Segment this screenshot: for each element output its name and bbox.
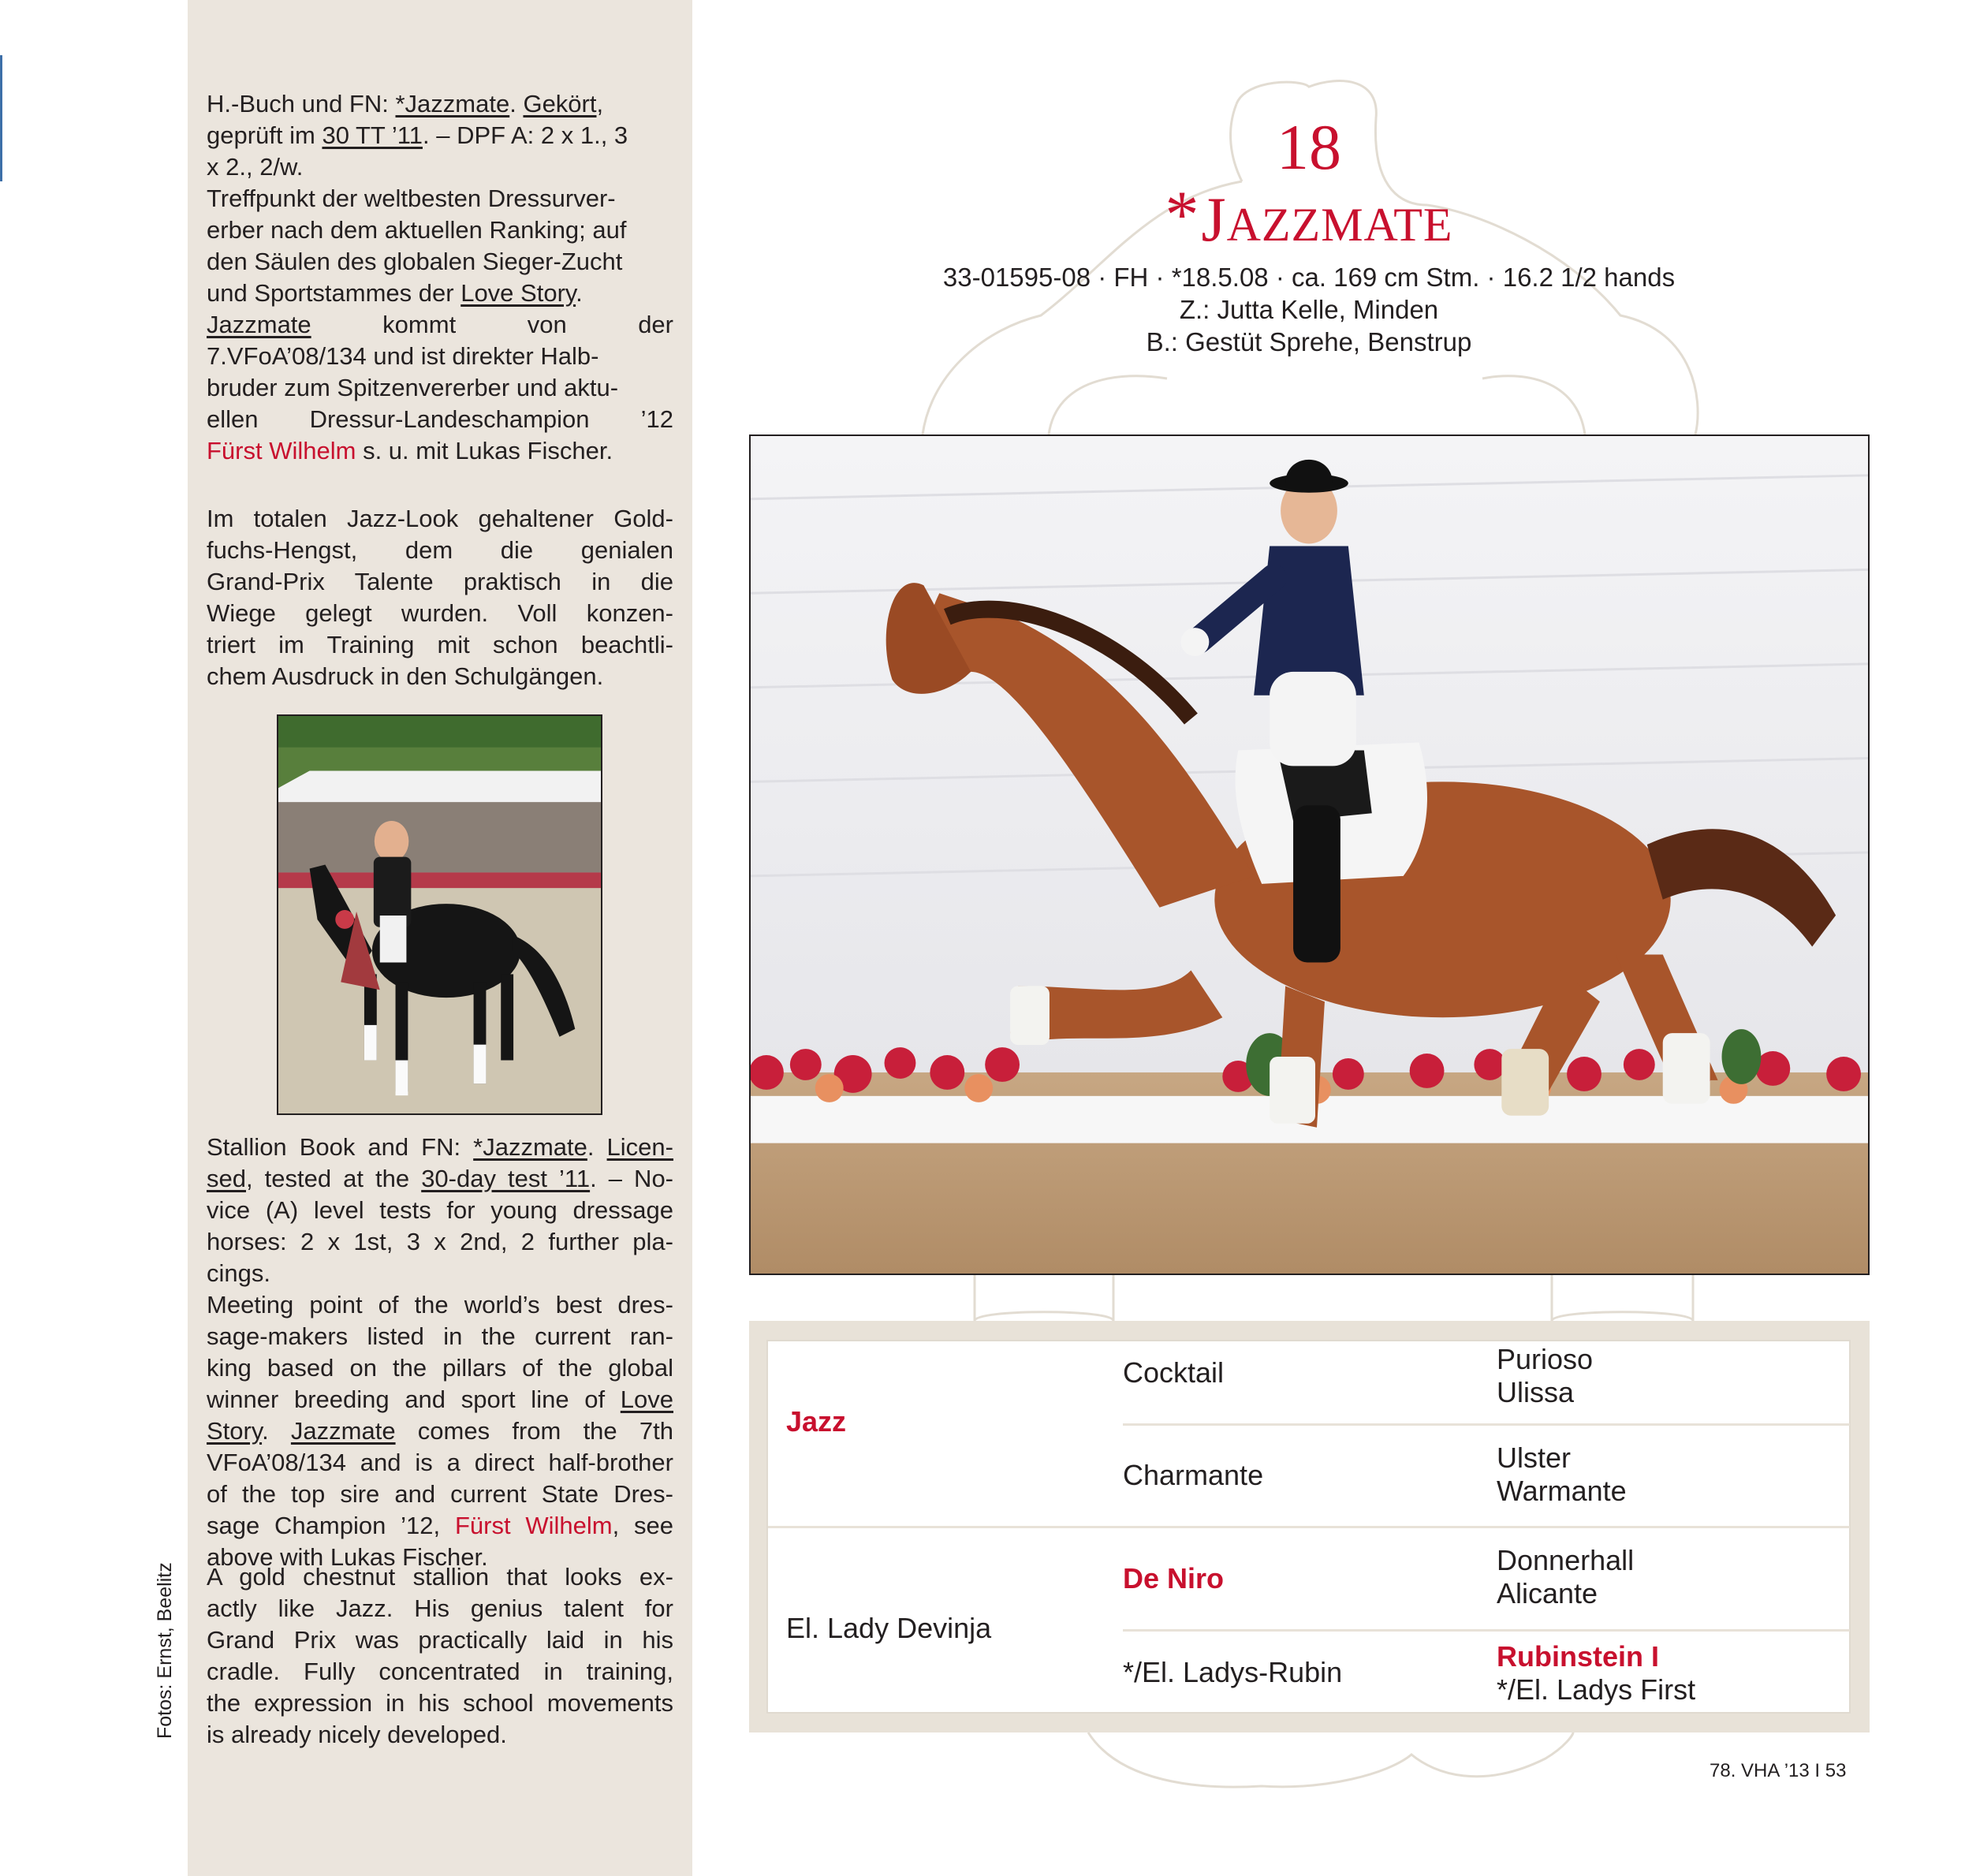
pedigree-dss: Donnerhall (1497, 1544, 1635, 1576)
english-line: above with Lukas Fischer. (207, 1543, 488, 1571)
german-line: Jazzmate kommt von der (207, 311, 673, 338)
german-line: x 2., 2/w. (207, 153, 304, 181)
pedigree-sss: Purioso (1497, 1343, 1594, 1375)
text-line: triert im Training mit schon beachtli- (207, 631, 673, 658)
breeder: Z.: Jutta Kelle, Minden (1179, 295, 1439, 324)
pedigree-ddd: */El. Ladys First (1497, 1673, 1696, 1706)
pedigree-dds: Rubinstein I (1497, 1640, 1659, 1673)
pedigree-sire-dam: Charmante (1123, 1459, 1264, 1491)
english-line: VFoA’08/134 and is a direct half-brother (207, 1449, 673, 1476)
text-line: Im totalen Jazz-Look gehaltener Gold- (207, 505, 673, 532)
text-line: Grand Prix was practically laid in his (207, 1626, 673, 1654)
pedigree-divider (768, 1526, 1850, 1528)
german-line: erber nach dem aktuellen Ranking; auf (207, 216, 627, 244)
german-paragraph-2 (207, 503, 673, 692)
pedigree-sire-sire: Cocktail (1123, 1356, 1225, 1389)
horse-name: *JAZZMATE (1165, 177, 1453, 255)
german-description (207, 88, 673, 467)
text-line: Grand-Prix Talente praktisch in die (207, 568, 673, 595)
photo-black-horse-rider (277, 714, 602, 1115)
text-line: Wiege gelegt wurden. Voll konzen- (207, 599, 673, 627)
jazzmate-link: *Jazzmate (395, 90, 510, 117)
english-line: vice (A) level tests for young dressage (207, 1196, 673, 1224)
pedigree-sire: Jazz (786, 1405, 847, 1438)
english-line: sage Champion ’12, Fürst Wilhelm, see (207, 1512, 673, 1539)
pedigree-dam: El. Lady Devinja (786, 1612, 992, 1644)
english-paragraph-2 (207, 1561, 673, 1751)
english-line: sed, tested at the 30-day test ’11. – No- (207, 1165, 674, 1192)
german-line: ellen Dressur-Landeschampion ’12 (207, 405, 673, 433)
text-line: fuchs-Hengst, dem die genialen (207, 536, 673, 564)
english-line: horses: 2 x 1st, 3 x 2nd, 2 further pla- (207, 1228, 673, 1255)
german-line: den Säulen des globalen Sieger-Zucht (207, 248, 623, 275)
english-line: sage-makers listed in the current ran- (207, 1322, 673, 1350)
text-line: actly like Jazz. His genius talent for (207, 1594, 673, 1622)
german-line: und Sportstammes der Love Story. (207, 279, 583, 307)
english-line: king based on the pillars of the global (207, 1354, 673, 1382)
pedigree-dam-sire: De Niro (1123, 1562, 1225, 1594)
english-line: winner breeding and sport line of Love (207, 1386, 673, 1413)
english-line: Stallion Book and FN: *Jazzmate. Licen- (207, 1133, 673, 1161)
horse-details: 33-01595-08 · FH · *18.5.08 · ca. 169 cm Stm. · 16.2 1/2 hands (942, 263, 1676, 292)
english-line: Meeting point of the world’s best dres- (207, 1291, 673, 1318)
catalog-number: 18 (1277, 111, 1341, 183)
photo-credit: Fotos: Ernst, Beelitz (154, 1562, 176, 1739)
english-line: cings. (207, 1259, 270, 1287)
german-line: 7.VFoA’08/134 und ist direkter Halb- (207, 342, 599, 370)
page-edge-mark (0, 55, 2, 181)
pedigree-sds: Ulster (1497, 1441, 1572, 1474)
english-line: Story. Jazzmate comes from the 7th (207, 1417, 673, 1445)
text-line: A gold chestnut stallion that looks ex- (207, 1563, 673, 1591)
text-line: cradle. Fully concentrated in training, (207, 1658, 673, 1685)
pedigree-divider (1123, 1629, 1850, 1632)
german-line: bruder zum Spitzenvererber und aktu- (207, 374, 619, 401)
german-line: Fürst Wilhelm s. u. mit Lukas Fischer. (207, 437, 613, 464)
pedigree-divider (1123, 1423, 1850, 1426)
english-description (207, 1132, 673, 1573)
english-line: of the top sire and current State Dres- (207, 1480, 673, 1508)
pedigree-dsd: Alicante (1497, 1577, 1598, 1609)
german-line: geprüft im 30 TT ’11. – DPF A: 2 x 1., 3 (207, 121, 628, 149)
german-line: H.-Buch und FN: *Jazzmate. Gekört, (207, 90, 604, 117)
text-line: the expression in his school movements (207, 1689, 673, 1717)
text-line: chem Ausdruck in den Schulgängen. (207, 662, 604, 690)
pedigree-sdd: Warmante (1497, 1475, 1627, 1507)
owner: B.: Gestüt Sprehe, Benstrup (1146, 327, 1472, 356)
text-line: is already nicely developed. (207, 1721, 507, 1748)
photo-chestnut-horse-rider (749, 435, 1870, 1275)
german-line: Treffpunkt der weltbesten Dressurver- (207, 185, 616, 212)
page-number: 78. VHA ’13 I 53 (1710, 1760, 1847, 1781)
pedigree-ssd: Ulissa (1497, 1376, 1575, 1408)
pedigree-dam-dam: */El. Ladys-Rubin (1123, 1656, 1343, 1688)
